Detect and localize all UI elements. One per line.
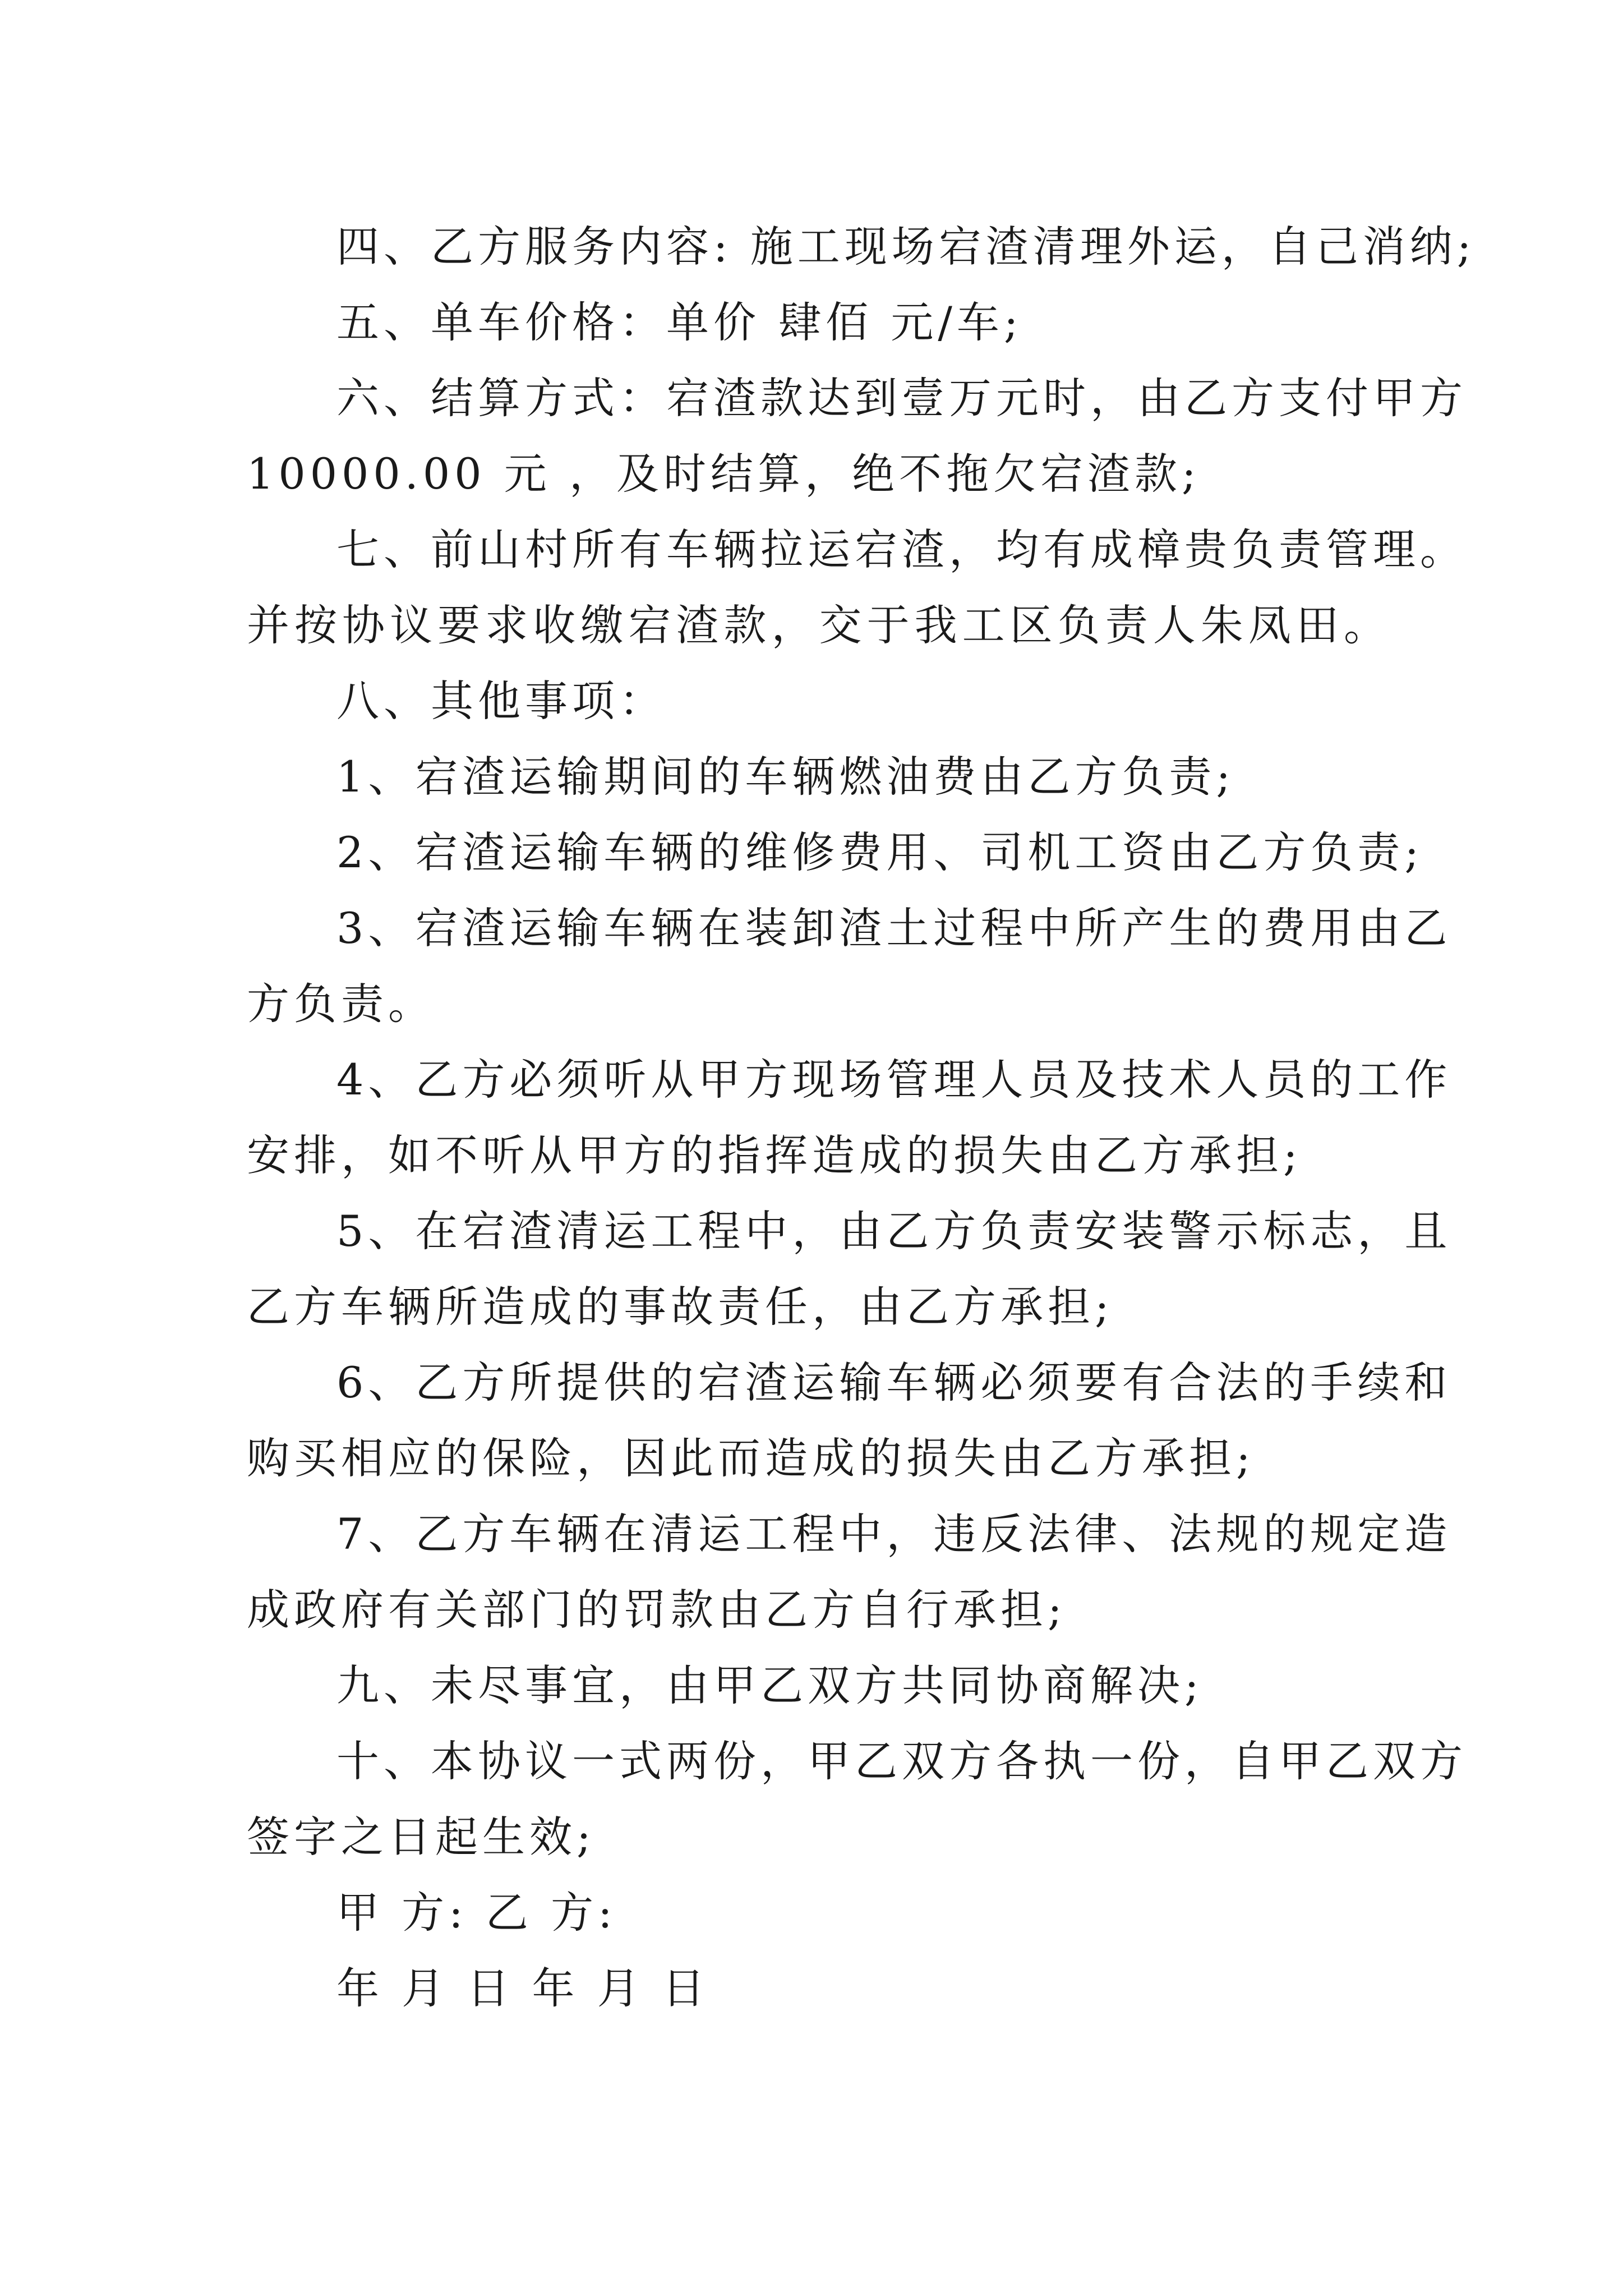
signature-parties: 甲 方: 乙 方:: [336, 1888, 617, 1938]
clause-6-settlement-line-1: 六、结算方式：宕渣款达到壹万元时，由乙方支付甲方: [336, 373, 1467, 423]
item-6-legal-vehicles-line-2: 购买相应的保险，因此而造成的损失由乙方承担;: [247, 1433, 1255, 1483]
clause-4-service-content: 四、乙方服务内容: 施工现场宕渣清理外运，自己消纳;: [336, 222, 1476, 272]
clause-10-copies-line-2: 签字之日起生效;: [247, 1812, 596, 1862]
item-4-obey-management-line-1: 4、乙方必须听从甲方现场管理人员及技术人员的工作: [336, 1055, 1452, 1105]
item-7-fines-line-1: 7、乙方车辆在清运工程中，违反法律、法规的规定造: [336, 1509, 1452, 1559]
clause-8-other-matters-heading: 八、其他事项：: [336, 676, 666, 726]
item-6-legal-vehicles-line-1: 6、乙方所提供的宕渣运输车辆必须要有合法的手续和: [336, 1358, 1452, 1407]
clause-7-vehicle-management-line-2: 并按协议要求收缴宕渣款，交于我工区负责人朱凤田。: [247, 600, 1391, 650]
item-1-fuel-cost: 1、宕渣运输期间的车辆燃油费由乙方负责;: [336, 752, 1235, 802]
item-5-warning-signs-line-1: 5、在宕渣清运工程中，由乙方负责安装警示标志，且: [336, 1206, 1452, 1256]
item-4-obey-management-line-2: 安排，如不听从甲方的指挥造成的损失由乙方承担;: [247, 1130, 1302, 1180]
item-2-maintenance-wages: 2、宕渣运输车辆的维修费用、司机工资由乙方负责;: [336, 827, 1423, 877]
clause-6-settlement-line-2: 10000.00 元 ，及时结算，绝不拖欠宕渣款;: [247, 449, 1201, 499]
signature-dates: 年 月 日 年 月 日: [336, 1963, 709, 2013]
item-3-loading-cost-line-2: 方负责。: [247, 979, 435, 1029]
item-5-warning-signs-line-2: 乙方车辆所造成的事故责任，由乙方承担;: [247, 1282, 1114, 1332]
item-3-loading-cost-line-1: 3、宕渣运输车辆在装卸渣土过程中所产生的费用由乙: [336, 903, 1452, 953]
clause-10-copies-line-1: 十、本协议一式两份，甲乙双方各执一份，自甲乙双方: [336, 1736, 1467, 1786]
clause-9-unresolved-matters: 九、未尽事宜，由甲乙双方共同协商解决;: [336, 1660, 1204, 1710]
clause-5-unit-price: 五、单车价格：单价 肆佰 元/车;: [336, 297, 1023, 347]
clause-7-vehicle-management-line-1: 七、前山村所有车辆拉运宕渣，均有成樟贵负责管理。: [336, 524, 1467, 574]
item-7-fines-line-2: 成政府有关部门的罚款由乙方自行承担;: [247, 1585, 1067, 1635]
